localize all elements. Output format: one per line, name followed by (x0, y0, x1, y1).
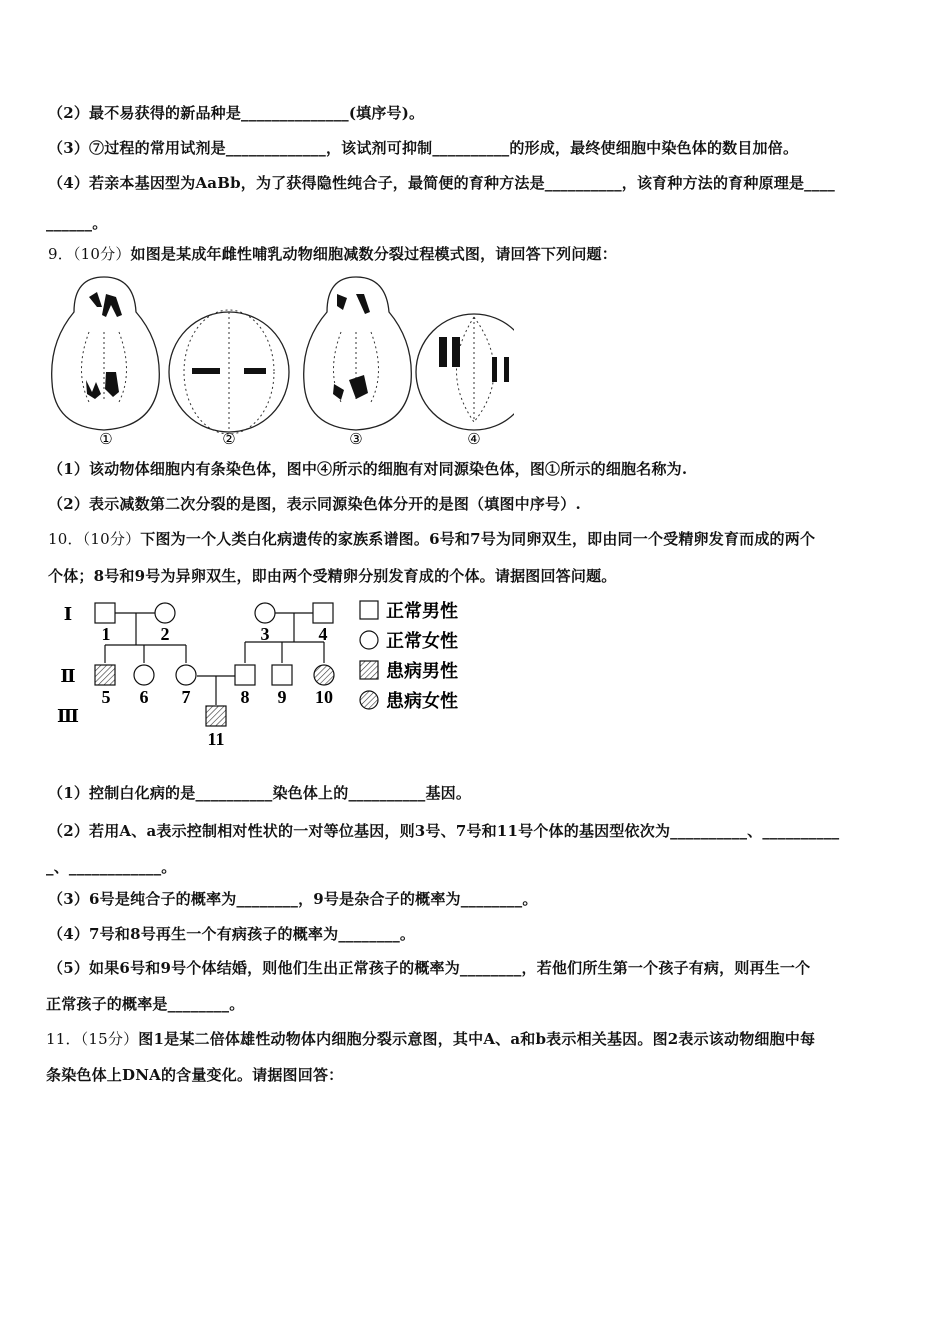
individual-label: 4 (318, 624, 328, 644)
q10-part2-cont: _、____________。 (46, 858, 177, 876)
individual-label: 1 (101, 624, 111, 644)
q8-part2: （2）最不易获得的新品种是______________(填序号)。 (48, 104, 425, 122)
cell-4 (416, 314, 514, 430)
legend-normal-female: 正常女性 (386, 631, 458, 651)
figure-label-3: ③ (349, 432, 363, 447)
figure-label-2: ② (222, 432, 236, 447)
q8-part3: （3）⑦过程的常用试剂是_____________，该试剂可抑制__________的形成，最终使细胞中染色体的数目加倍。 (48, 139, 799, 157)
individual-label: 5 (101, 687, 111, 707)
legend-affected-male: 患病男性 (386, 661, 458, 681)
q9-stem (48, 243, 617, 264)
q10-part4: （4）7号和8号再生一个有病孩子的概率为________。 (48, 925, 416, 943)
individual-label: 9 (277, 687, 287, 707)
individual-label: 3 (260, 624, 270, 644)
q10-part1: （1）控制白化病的是__________染色体上的__________基因。 (48, 784, 472, 802)
q10-part5: （5）如果6号和9号个体结婚，则他们生出正常孩子的概率为________，若他们所生第一个孩子有病，则再生一个 (48, 959, 811, 977)
q10-stem (48, 528, 815, 549)
individual-label: 6 (139, 687, 149, 707)
q10-stem-cont: 个体；8号和9号为异卵双生，即由两个受精卵分别发育成的个体。请据图回答问题。 (48, 567, 617, 585)
question-number: 9．（10分） (48, 245, 131, 263)
q10-part3: （3）6号是纯合子的概率为________，9号是杂合子的概率为________。 (48, 890, 538, 908)
individual-label: 11 (207, 729, 225, 749)
question-text: 如图是某成年雌性哺乳动物细胞减数分裂过程模式图，请回答下列问题： (130, 245, 617, 263)
q10-part2: （2）若用A、a表示控制相对性状的一对等位基因，则3号、7号和11号个体的基因型依次为__________、__________ (48, 822, 840, 840)
question-number: 11．（15分） (46, 1030, 139, 1048)
figure-label-1: ① (99, 432, 113, 447)
q11-stem (46, 1028, 815, 1049)
meiosis-cell-figure (44, 272, 514, 447)
generation-label: Ⅰ (63, 604, 73, 624)
figure-label-4: ④ (467, 432, 481, 447)
q10-part5-cont: 正常孩子的概率是________。 (46, 995, 245, 1013)
legend-normal-male: 正常男性 (386, 601, 458, 621)
legend-affected-female: 患病女性 (386, 691, 458, 711)
generation-label: Ⅲ (57, 706, 79, 726)
cell-3 (304, 277, 412, 430)
question-number: 10．（10分） (48, 530, 141, 548)
q8-part4: （4）若亲本基因型为AaBb，为了获得隐性纯合子，最简便的育种方法是__________，该育种方法的育种原理是____ (48, 174, 835, 192)
question-text: 图1是某二倍体雄性动物体内细胞分裂示意图，其中A、a和b表示相关基因。图2表示该动物细胞中每 (138, 1030, 816, 1048)
q8-part4-cont: ______。 (46, 214, 108, 232)
individual-label: 10 (315, 687, 333, 707)
individual-label: 8 (240, 687, 250, 707)
generation-label: Ⅱ (60, 666, 76, 686)
q9-part1: （1）该动物体细胞内有条染色体，图中④所示的细胞有对同源染色体，图①所示的细胞名称为. (48, 460, 688, 478)
individual-label: 2 (160, 624, 170, 644)
pedigree-chart (40, 590, 480, 750)
q9-part2: （2）表示减数第二次分裂的是图，表示同源染色体分开的是图（填图中序号）. (48, 495, 581, 513)
q11-stem-cont: 条染色体上DNA的含量变化。请据图回答： (46, 1066, 344, 1084)
individual-label: 7 (181, 687, 191, 707)
question-text: 下图为一个人类白化病遗传的家族系谱图。6号和7号为同卵双生，即由同一个受精卵发育而成的两个 (140, 530, 816, 548)
